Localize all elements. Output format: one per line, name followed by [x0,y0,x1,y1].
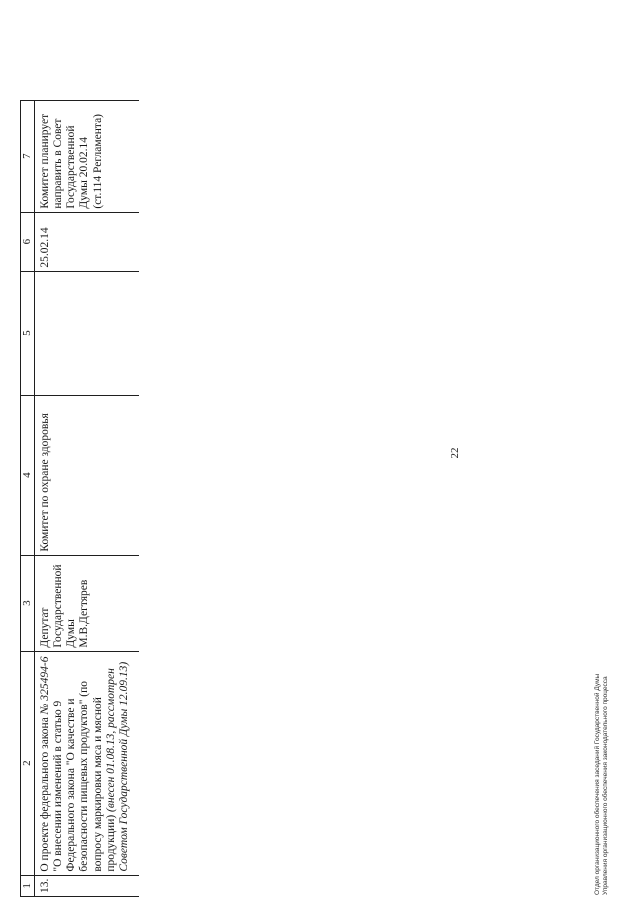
status-cell: Комитет планирует направить в Совет Государственной Думы 20.02.14 (ст.114 Регламента) [34,100,139,212]
column-header-7: 7 [21,100,35,212]
column-header-5: 5 [21,271,35,395]
column-header-2: 2 [21,651,35,875]
date-cell: 25.02.14 [34,212,139,271]
bills-table [20,100,139,897]
bill-number: № 325494-6 [38,656,51,715]
bill-title-cell [34,651,139,875]
column-header-6: 6 [21,212,35,271]
bill-title-body: "О внесении изменений в статью 9 Федерального закона "О качестве и безопасности пищевых продуктов" (по вопросу маркировки мяса и мясной продукции) [51,680,117,872]
column-header-4: 4 [21,395,35,555]
footer-line-1: Отдел организационного обеспечения заседаний Государственной Думы [594,673,601,895]
page-number: 22 [449,447,461,459]
column-5-cell [34,271,139,395]
table-row [34,100,139,896]
row-number: 13. [34,875,139,896]
bill-note: (внесен 01.08.13, рассмотрен Советом Государственной Думы 12.09.13) [104,661,130,872]
committee-cell: Комитет по охране здоровья [34,395,139,555]
header-row [21,100,35,896]
column-header-3: 3 [21,555,35,651]
bill-title-prefix: О проекте федерального закона [38,714,51,872]
column-header-1: 1 [21,875,35,896]
footer-line-2: Управления организационного обеспечения законодательного процесса [602,676,610,895]
initiator-cell: Депутат Государственной Думы М.В.Дегтярев [34,555,139,651]
page-footer [594,674,610,895]
